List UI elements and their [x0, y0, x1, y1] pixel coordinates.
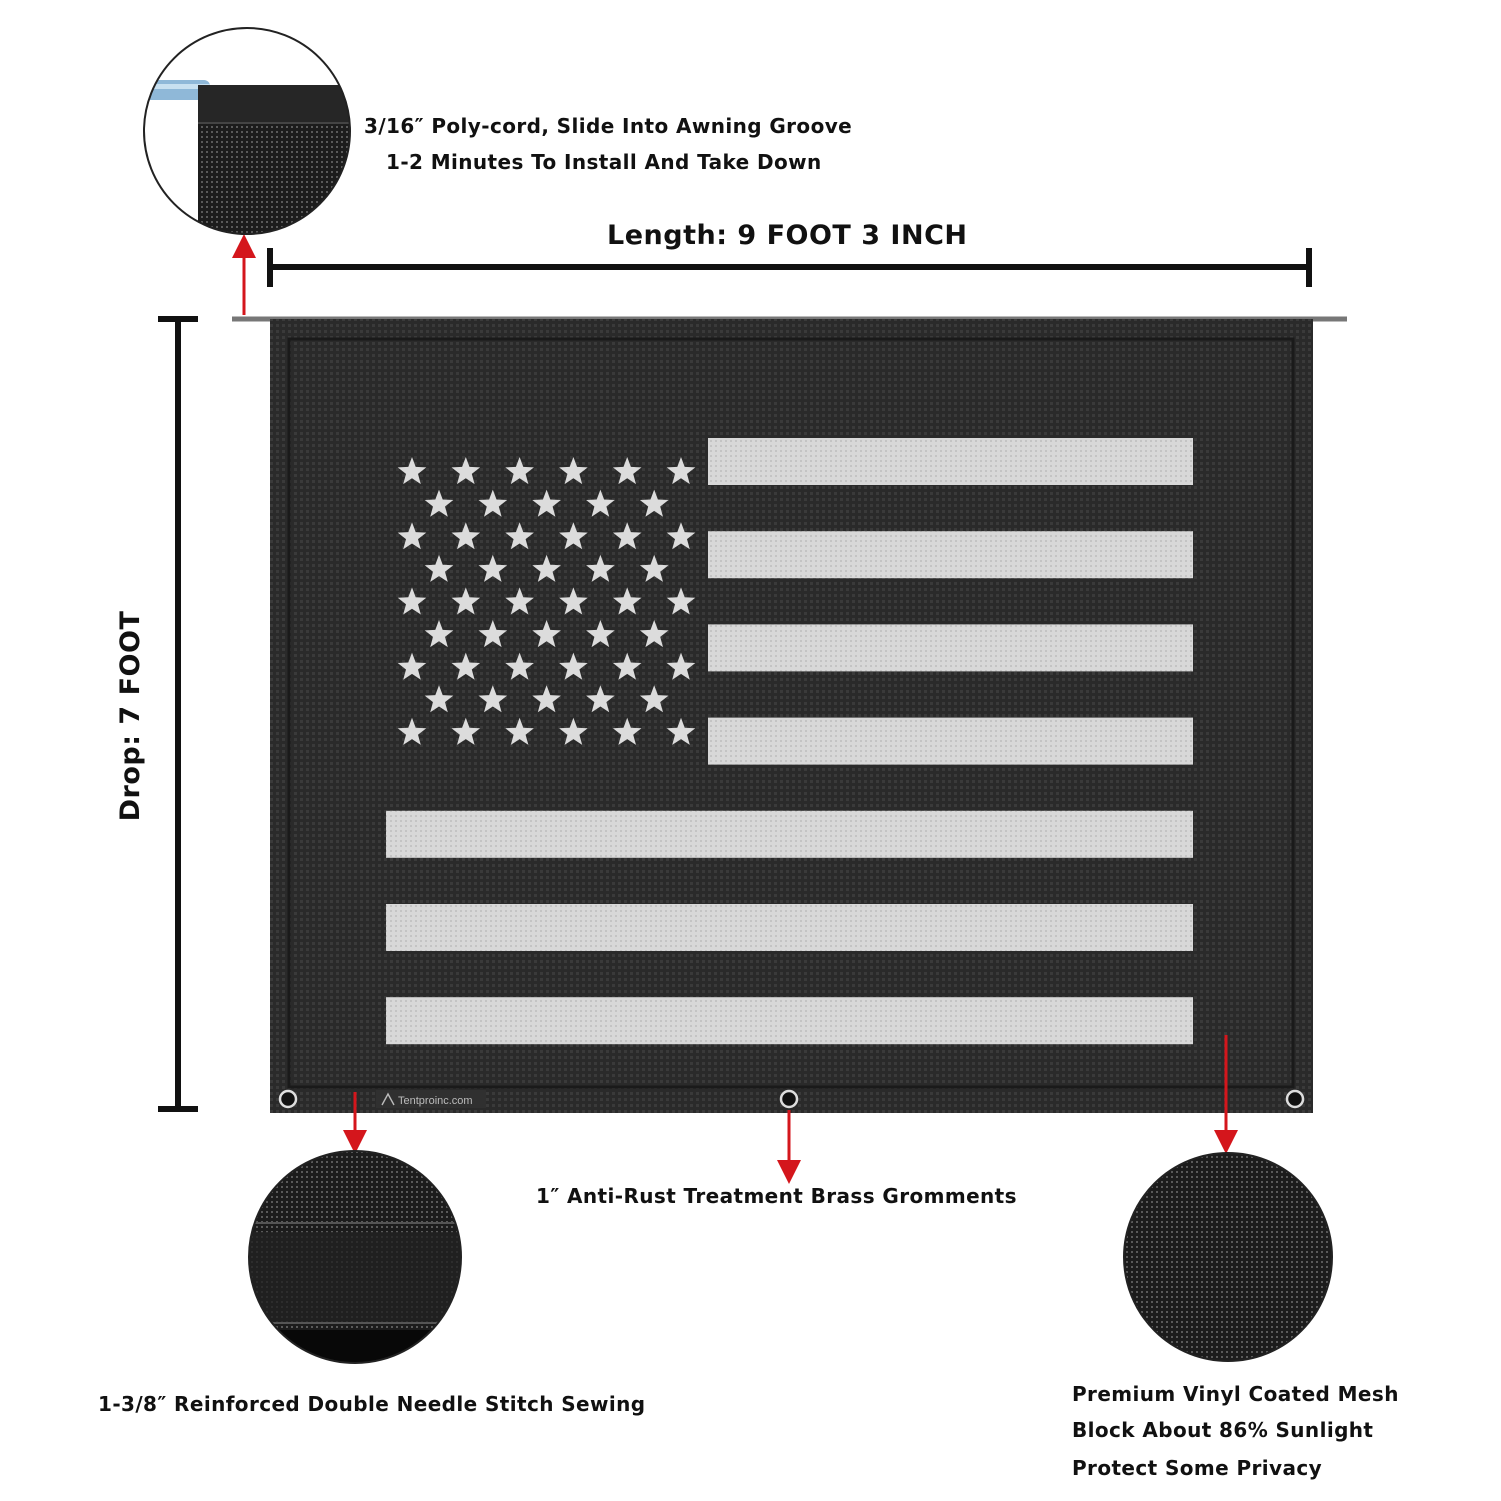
- length-dimension-bar: [270, 248, 1309, 287]
- grommet-left: [280, 1091, 296, 1107]
- mesh-caption-line3: Protect Some Privacy: [1072, 1456, 1323, 1480]
- mesh-caption-line2: Block About 86% Sunlight: [1072, 1418, 1374, 1442]
- long-stripe: [386, 904, 1193, 951]
- zoom-circle-stitch: [240, 1145, 470, 1375]
- drop-label: Drop: 7 FOOT: [115, 610, 146, 822]
- grommet-caption: 1″ Anti-Rust Treatment Brass Gromments: [536, 1184, 1017, 1208]
- flag-shade-panel: [270, 319, 1313, 1113]
- length-label: Length: 9 FOOT 3 INCH: [607, 220, 968, 251]
- zoom-circle-cord: [140, 25, 360, 245]
- stitch-caption: 1-3/8″ Reinforced Double Needle Stitch Sewing: [98, 1392, 646, 1416]
- drop-dimension-bar: [158, 319, 198, 1109]
- brand-tag: [376, 1090, 486, 1108]
- short-stripe: [708, 531, 1193, 578]
- grommet-center: [781, 1091, 797, 1107]
- cord-caption-line1: 3/16″ Poly-cord, Slide Into Awning Groove: [364, 114, 853, 138]
- long-stripe: [386, 811, 1193, 858]
- zoom-circle-mesh: [1120, 1150, 1340, 1370]
- short-stripe: [708, 718, 1193, 765]
- brand-tag-text: Tentproinc.com: [398, 1095, 473, 1107]
- short-stripe: [708, 624, 1193, 671]
- grommet-right: [1287, 1091, 1303, 1107]
- long-stripe: [386, 997, 1193, 1044]
- mesh-caption-line1: Premium Vinyl Coated Mesh: [1072, 1382, 1399, 1406]
- cord-caption-line2: 1-2 Minutes To Install And Take Down: [386, 150, 822, 174]
- short-stripe: [708, 438, 1193, 485]
